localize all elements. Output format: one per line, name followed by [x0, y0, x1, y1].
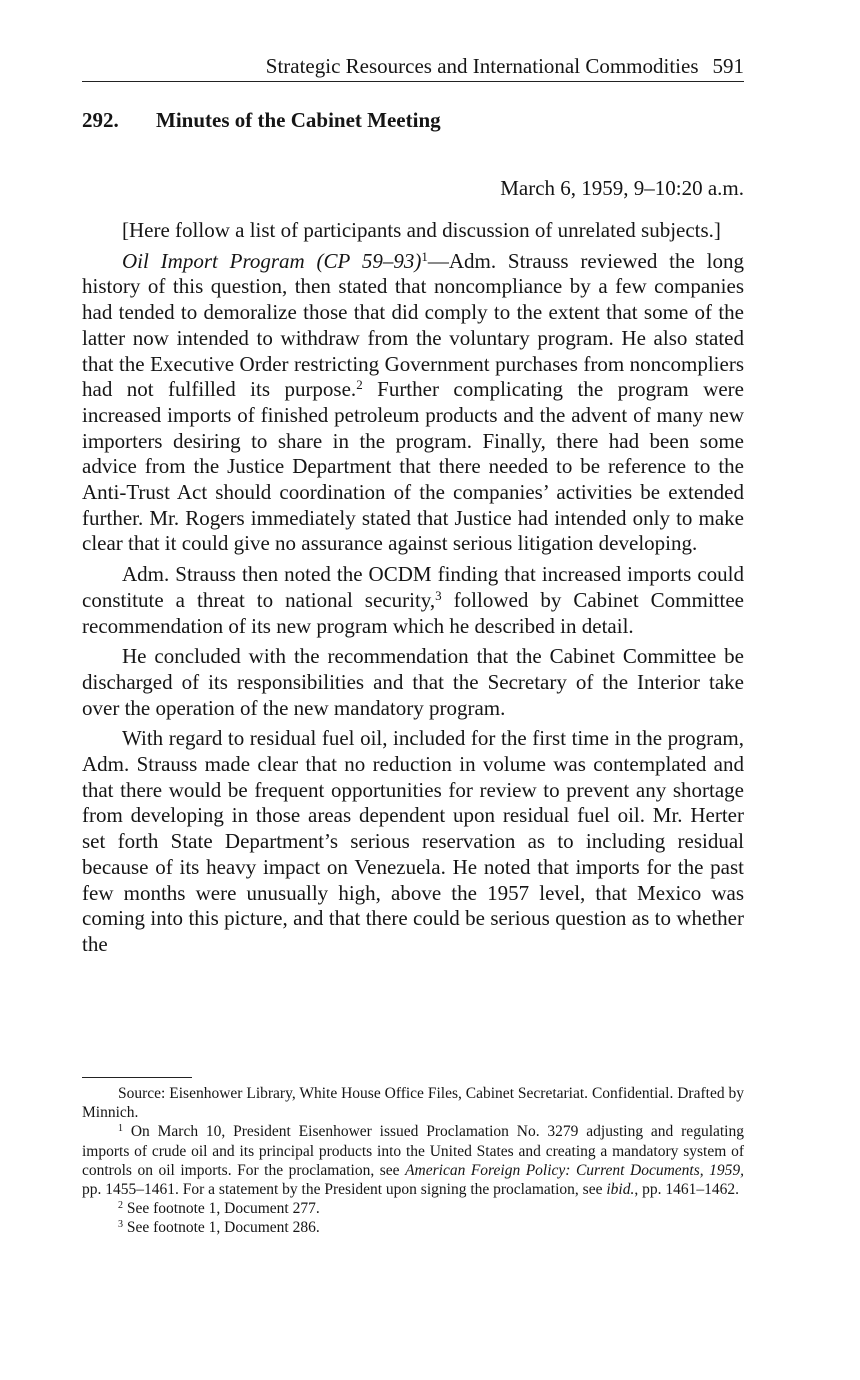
footnote-source: Source: Eisenhower Library, White House Office Files, Cabinet Secretariat. Confidential. Drafted by Minnich.: [82, 1085, 744, 1122]
footnote-text: See footnote 1, Document 277.: [123, 1200, 320, 1218]
footnote-text: pp. 1455–1461. For a statement by the President upon signing the proclamation, see: [82, 1181, 607, 1199]
paragraph-text: Adm. Strauss then noted the OCDM finding that increased imports could constitute a threat to national security,: [82, 562, 744, 612]
footnote-3: [82, 1218, 744, 1237]
paragraph-recommendation: He concluded with the recommendation that the Cabinet Committee be discharged of its responsibilities and that the Secretary of the Interior take over the operation of the new mandatory program.: [82, 644, 744, 720]
document-number: 292.: [82, 108, 119, 132]
footnote-1: [82, 1122, 744, 1199]
document-heading: [82, 106, 744, 134]
paragraph-heading: Oil Import Program (CP 59–93): [122, 248, 422, 273]
footnote-marker: 2: [118, 1200, 123, 1212]
footnote-divider: [82, 1077, 192, 1078]
footnote-ref-3: 3: [435, 587, 442, 603]
body-text: [82, 218, 744, 958]
footnote-2: [82, 1199, 744, 1218]
footnote-ref-1: 1: [421, 248, 428, 264]
footnotes: [82, 1084, 744, 1238]
document-page: [82, 0, 744, 1380]
running-head: [82, 52, 744, 82]
running-head-title: Strategic Resources and International Commodities: [265, 54, 699, 78]
paragraph-residual-fuel-oil: With regard to residual fuel oil, included for the first time in the program, Adm. Strauss made clear that no reduction in volume was contemplated and that there would be frequent opportunities for review to prevent any shortage from developing in those areas dependent upon residual fuel oil. Mr. Herter set forth State Department’s serious reservation as to including residual because of its heavy impact on Venezuela. He noted that imports for the past few months were unusually high, above the 1957 level, that Mexico was coming into this picture, and that there could be serious question as to whether the: [82, 726, 744, 956]
footnote-ref-2: 2: [356, 377, 363, 393]
paragraph-text: —Adm. Strauss reviewed the long history of this question, then stated that noncompliance by a few companies had tended to demoralize those that did comply to the extent that some of the latter now intended to withdraw from the voluntary program. He also stated that the Executive Order restricting Government purchases from noncompliers had not fulfilled its purpose.: [82, 248, 744, 402]
footnote-marker: 3: [118, 1219, 123, 1231]
paragraph-text: followed by Cabinet Committee recommendation of its new program which he described in detail.: [82, 587, 744, 638]
paragraph-editorial-note: [Here follow a list of participants and discussion of unrelated subjects.]: [122, 218, 721, 242]
paragraph-oil-import-program: [82, 249, 744, 557]
footnote-text: On March 10, President Eisenhower issued Proclamation No. 3279 adjusting and regulating imports of crude oil and its principal products into the United States and creating a mandatory system of controls on oil imports. For the proclamation, see: [82, 1123, 744, 1179]
document-title: Minutes of the Cabinet Meeting: [156, 108, 441, 132]
dateline: March 6, 1959, 9–10:20 a.m.: [500, 176, 744, 200]
footnote-text: See footnote 1, Document 286.: [123, 1219, 320, 1237]
paragraph-text: Further complicating the program were increased imports of finished petroleum products and the advent of many new importers desiring to share in the program. Finally, there had been some advice from the Justice Department that there needed to be reference to the Anti-Trust Act should coordination of the companies’ activities be extended further. Mr. Rogers immediately stated that Justice had intended only to make clear that it could give no assurance against serious litigation developing.: [82, 377, 744, 556]
footnote-citation: American Foreign Policy: Current Documents, 1959,: [405, 1161, 744, 1179]
footnote-marker: 1: [118, 1123, 123, 1135]
footnote-ibid: ibid.: [606, 1181, 635, 1199]
paragraph-ocdm-finding: [82, 562, 744, 639]
footnote-text: , pp. 1461–1462.: [634, 1181, 739, 1199]
page-number: 591: [712, 54, 744, 78]
